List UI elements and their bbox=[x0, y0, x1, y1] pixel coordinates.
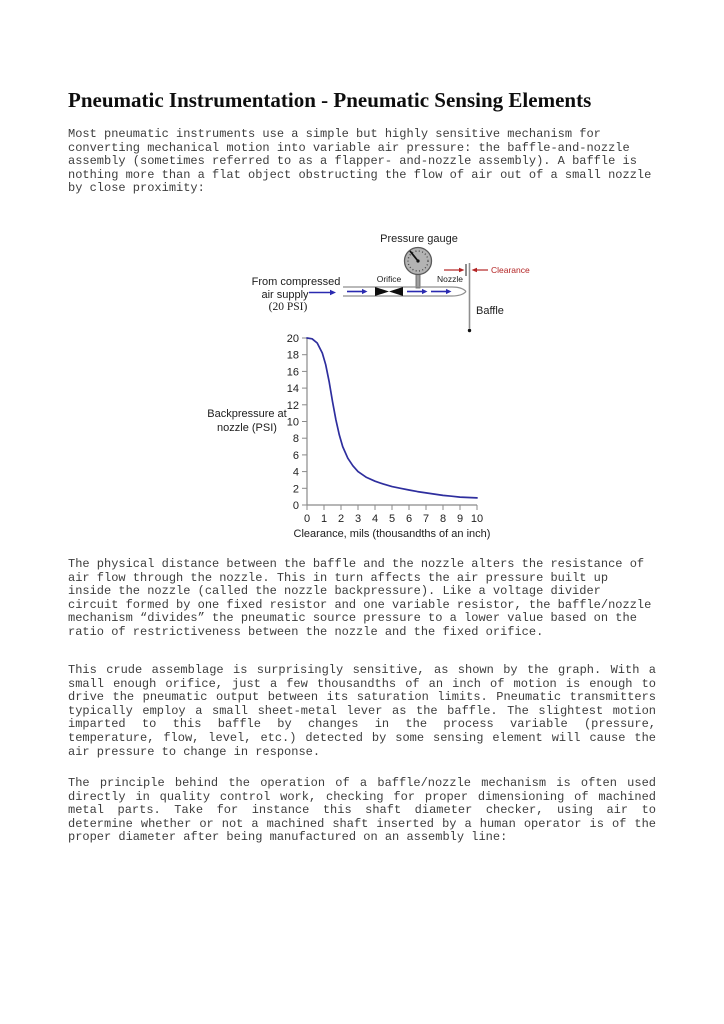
flow-arrow-1 bbox=[347, 289, 368, 294]
y-tick-label: 6 bbox=[292, 449, 299, 462]
x-tick-label: 9 bbox=[456, 513, 464, 525]
page-title: Pneumatic Instrumentation - Pneumatic Sensing Elements bbox=[68, 88, 592, 112]
paragraph-sensitivity: This crude assemblage is surprisingly sensitive, as shown by the graph. With a small enough orifice, just a few thousandths of an inch of motion is enough to drive the pneumatic output between its saturation limits. Pneumatic transmitters typically employ a small sheet-metal lever as the baffle. The slightest motion imparted to this baffle by changes in the process variable (pressure, temperature, flow, level, etc.) detected by some sensing element will cause the air pressure to change in response. bbox=[68, 663, 656, 759]
supply-label-line1: From compressed bbox=[251, 276, 341, 288]
y-tick-label: 16 bbox=[286, 366, 299, 379]
x-tick-label: 5 bbox=[388, 513, 396, 525]
baffle-nozzle-figure bbox=[200, 225, 540, 545]
baffle-line bbox=[468, 263, 471, 332]
paragraph-physical-distance: The physical distance between the baffle and the nozzle alters the resistance of air flow through the nozzle. This in turn affects the air pressure built up inside the nozzle (called the nozzle backpressure). Like a voltage divider circuit formed by one fixed resistor and one variable resistor, the baffle/nozzle mechanism “divides” the pneumatic source pressure to a lower value based on the ratio of restrictiveness between the nozzle and the fixed orifice. bbox=[68, 557, 652, 639]
y-tick-label: 2 bbox=[292, 483, 299, 496]
y-tick-label: 4 bbox=[292, 466, 299, 479]
x-tick-label: 6 bbox=[405, 513, 413, 525]
supply-label-line2: air supply bbox=[261, 289, 309, 301]
x-tick-label: 8 bbox=[439, 513, 447, 525]
x-tick-label: 2 bbox=[337, 513, 345, 525]
paragraph-quality-control: The principle behind the operation of a baffle/nozzle mechanism is often used directly in quality control work, checking for proper dimensioning of machined metal parts. Take for instance this shaft diameter checker, using air to determine whether or not a machined shaft inserted by a human operator is of the proper diameter after being manufactured on an assembly line: bbox=[68, 776, 656, 845]
flow-arrow-3 bbox=[431, 289, 452, 294]
paragraph-intro: Most pneumatic instruments use a simple but highly sensitive mechanism for converting mechanical motion into variable air pressure: the baffle-and-nozzle assembly (sometimes referred to as a flapper- and-nozzle assembly). A baffle is nothing more than a flat object obstructing the flow of air out of a small nozzle by close proximity: bbox=[68, 127, 652, 196]
pressure-gauge-label: Pressure gauge bbox=[380, 233, 458, 245]
y-tick-label: 20 bbox=[286, 333, 299, 345]
x-tick-label: 0 bbox=[303, 513, 311, 525]
y-tick-label: 8 bbox=[292, 433, 299, 446]
y-tick-label: 0 bbox=[292, 500, 299, 512]
flow-arrow-supply bbox=[309, 290, 336, 295]
flow-arrow-2 bbox=[407, 289, 428, 294]
chart-ylabel-line2: nozzle (PSI) bbox=[217, 422, 277, 434]
backpressure-curve bbox=[307, 338, 477, 498]
orifice-symbol bbox=[375, 287, 403, 296]
chart-ylabel-line1: Backpressure at bbox=[207, 408, 287, 420]
chart-xlabel: Clearance, mils (thousandths of an inch) bbox=[293, 528, 491, 540]
x-tick-label: 3 bbox=[354, 513, 362, 525]
y-tick-label: 14 bbox=[286, 383, 299, 396]
orifice-label: Orifice bbox=[376, 274, 402, 284]
baffle-label: Baffle bbox=[476, 305, 504, 317]
supply-pressure-label: (20 PSI) bbox=[268, 301, 308, 313]
pressure-gauge-icon bbox=[405, 248, 432, 289]
y-tick-label: 12 bbox=[286, 399, 299, 412]
x-tick-label: 10 bbox=[470, 513, 484, 525]
x-tick-label: 4 bbox=[371, 513, 379, 525]
nozzle-label: Nozzle bbox=[437, 274, 463, 284]
y-tick-label: 10 bbox=[286, 416, 299, 429]
x-tick-label: 1 bbox=[320, 513, 328, 525]
clearance-label: Clearance bbox=[491, 265, 530, 275]
y-tick-label: 18 bbox=[286, 349, 299, 362]
x-tick-label: 7 bbox=[422, 513, 430, 525]
figure-svg bbox=[200, 225, 540, 545]
